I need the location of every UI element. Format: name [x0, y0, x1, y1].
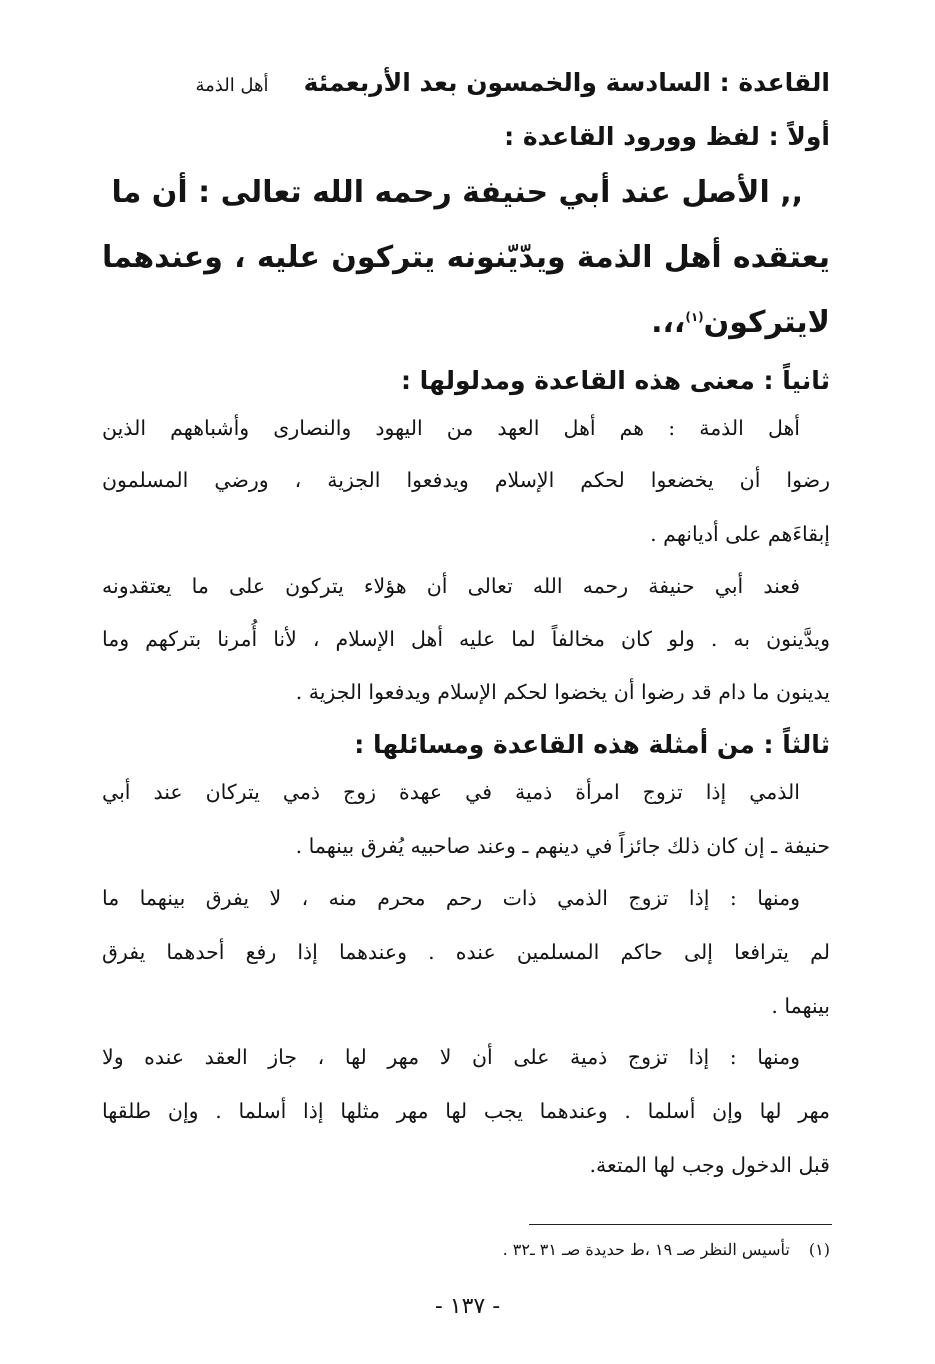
s3-p2-line-1: ومنها : إذا تزوج الذمي ذات رحم محرم منه ، لا يفرق بينهما ما	[102, 886, 800, 910]
s3-p1-line-1: الذمي إذا تزوج امرأة ذمية في عهدة زوج ذمي يتركان عند أبي	[102, 780, 800, 804]
section-3-heading: ثالثاً : من أمثلة هذه القاعدة ومسائلها :	[354, 730, 830, 759]
footnote-text: تأسيس النظر صـ ١٩ ،ط حديدة صـ ٣١ ـ٣٢ .	[502, 1240, 790, 1259]
rule-title: القاعدة : السادسة والخمسون بعد الأربعمئة	[303, 68, 830, 97]
quote-line-1: ,, الأصل عند أبي حنيفة رحمه الله تعالى : أن ما	[111, 175, 803, 210]
s2-p2-line-2: ويدَّينون به . ولو كان مخالفاً لما عليه أهل الإسلام ، لأنا أُمرنا بتركهم وما	[102, 627, 830, 651]
s3-p1-line-2: حنيفة ـ إن كان ذلك جائزاً في دينهم ـ وعند صاحبيه يُفرق بينهما .	[295, 834, 830, 858]
section-2-heading: ثانياً : معنى هذه القاعدة ومدلولها :	[400, 366, 830, 395]
page-number: - ١٣٧ -	[434, 1294, 501, 1319]
quote-line-3-text: لايتركون	[703, 305, 830, 340]
section-1-heading: أولاً : لفظ وورود القاعدة :	[504, 122, 830, 151]
quote-line-3	[102, 305, 830, 340]
footnote	[102, 1240, 830, 1259]
quote-line-2: يعتقده أهل الذمة ويدّيّنونه يتركون عليه ، وعندهما	[102, 240, 830, 275]
footnote-separator	[529, 1224, 832, 1225]
s3-p2-line-2: لم يترافعا إلى حاكم المسلمين عنده . وعندهما إذا رفع أحدهما يفرق	[102, 940, 830, 964]
s2-p2-line-3: يدينون ما دام قد رضوا أن يخضوا لحكم الإسلام ويدفعوا الجزية .	[295, 680, 830, 704]
quote-close-mark: ،،.	[651, 305, 686, 340]
s2-p1-line-2: رضوا أن يخضعوا لحكم الإسلام ويدفعوا الجزية ، ورضي المسلمون	[102, 468, 830, 492]
s3-p3-line-3: قبل الدخول وجب لها المتعة.	[589, 1153, 830, 1177]
page-header	[102, 68, 830, 97]
topic-label: أهل الذمة	[195, 75, 269, 96]
footnote-reference: (١)	[685, 310, 704, 324]
s3-p2-line-3: بينهما .	[771, 994, 830, 1018]
footnote-number: (١)	[808, 1240, 830, 1259]
s3-p3-line-2: مهر لها وإن أسلما . وعندهما يجب لها مهر مثلها إذا أسلما . وإن طلقها	[102, 1099, 830, 1123]
s2-p2-line-1: فعند أبي حنيفة رحمه الله تعالى أن هؤلاء يتركون على ما يعتقدونه	[102, 574, 800, 598]
s2-p1-line-1: أهل الذمة : هم أهل العهد من اليهود والنصارى وأشباههم الذين	[102, 416, 800, 440]
s2-p1-line-3: إبقاءَهم على أديانهم .	[650, 522, 830, 546]
s3-p3-line-1: ومنها : إذا تزوج ذمية على أن لا مهر لها ، جاز العقد عنده ولا	[102, 1045, 800, 1069]
